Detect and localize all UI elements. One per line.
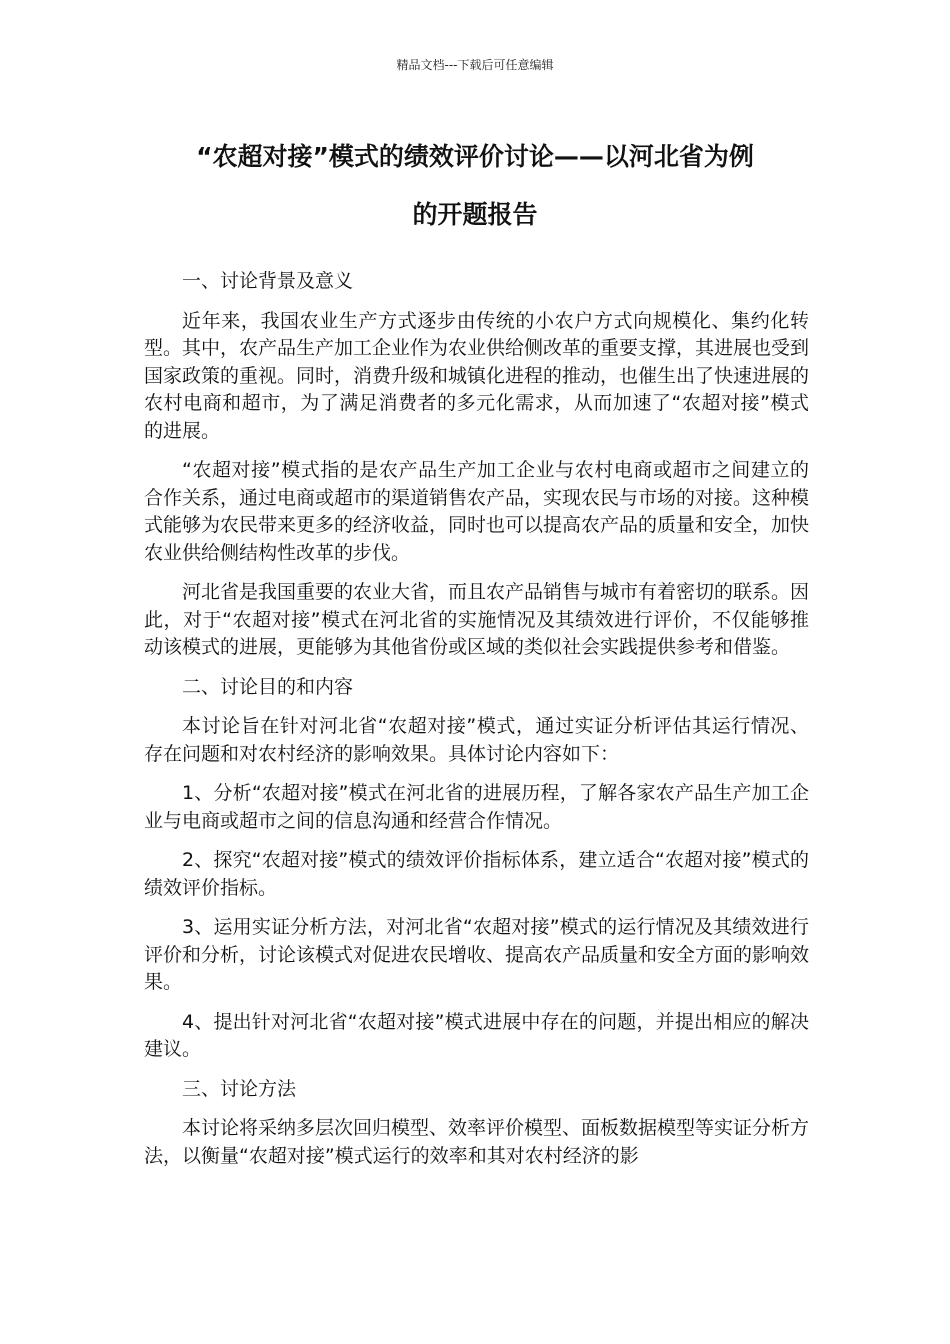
paragraph-background-2: “农超对接”模式指的是农产品生产加工企业与农村电商或超市之间建立的合作关系，通过电商或超市的渠道销售农产品，实现农民与市场的对接。这种模式能够为农民带来更多的经济收益，同时也可以提高农产品的质量和安全，加快农业供给侧结构性改革的步伐。 <box>144 459 810 564</box>
header-note: 精品文档---下载后可任意编辑 <box>396 58 554 72</box>
title-line-1: “农超对接”模式的绩效评价讨论——以河北省为例 <box>196 142 754 171</box>
paragraph-purpose-intro: 本讨论旨在针对河北省“农超对接”模式，通过实证分析评估其运行情况、存在问题和对农村经济的影响效果。具体讨论内容如下： <box>144 715 809 765</box>
paragraph-background-3: 河北省是我国重要的农业大省，而且农产品销售与城市有着密切的联系。因此，对于“农超对接”模式在河北省的实施情况及其绩效进行评价，不仅能够推动该模式的进展，更能够为其他省份或区域的类似社会实践提供参考和借鉴。 <box>144 581 810 658</box>
list-item-4: 4、提出针对河北省“农超对接”模式进展中存在的问题，并提出相应的解决建议。 <box>144 1010 809 1060</box>
document-body <box>144 268 809 1182</box>
paragraph-methods: 本讨论将采纳多层次回归模型、效率评价模型、面板数据模型等实证分析方法，以衡量“农超对接”模式运行的效率和其对农村经济的影 <box>144 1117 810 1167</box>
list-item-2: 2、探究“农超对接”模式的绩效评价指标体系，建立适合“农超对接”模式的绩效评价指标。 <box>144 849 809 899</box>
document-title <box>110 128 840 244</box>
list-item-3: 3、运用实证分析方法，对河北省“农超对接”模式的运行情况及其绩效进行评价和分析，讨论该模式对促进农民增收、提高农产品质量和安全方面的影响效果。 <box>144 916 810 993</box>
paragraph-background-1: 近年来，我国农业生产方式逐步由传统的小农户方式向规模化、集约化转型。其中，农产品生产加工企业作为农业供给侧改革的重要支撑，其进展也受到国家政策的重视。同时，消费升级和城镇化进程的推动，也催生出了快速进展的农村电商和超市，为了满足消费者的多元化需求，从而加速了“农超对接”模式的进展。 <box>144 309 810 442</box>
title-line-2: 的开题报告 <box>412 200 538 229</box>
section-heading-purpose: 二、讨论目的和内容 <box>182 675 354 698</box>
section-heading-methods: 三、讨论方法 <box>182 1077 297 1100</box>
section-heading-background: 一、讨论背景及意义 <box>182 270 354 292</box>
list-item-1: 1、分析“农超对接”模式在河北省的进展历程，了解各家农产品生产加工企业与电商或超市之间的信息沟通和经营合作情况。 <box>144 782 809 832</box>
